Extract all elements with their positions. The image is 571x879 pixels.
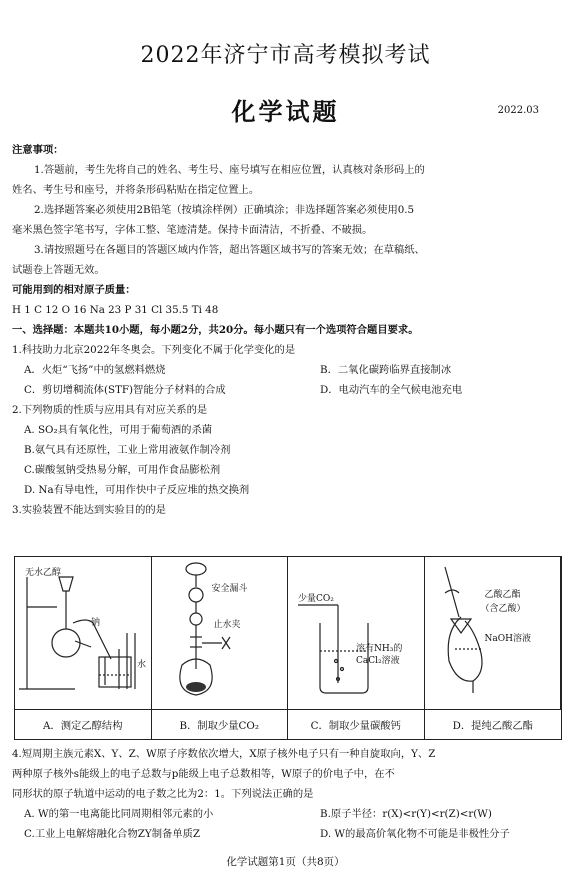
caption-d: D．提纯乙酸乙酯 [425,709,562,739]
panel-c-apparatus [288,557,425,709]
q4-stem-line-2: 两种原子核外s能级上的电子总数与p能级上电子总数相等，W原子的价电子中，在不 [12,768,395,780]
q1-options-row1 [12,360,560,380]
q2-option-c: C.碳酸氢钠受热易分解，可用作食品膨松剂 [24,464,221,476]
label-ethyl-acetate: 乙酸乙酯 [484,590,521,600]
notes-line-6: 试题卷上答题无效。 [12,264,105,276]
label-co2-gas: 少量CO₂ [298,594,334,604]
atomic-mass-values: H 1 C 12 O 16 Na 23 P 31 Cl 35.5 Ti 48 [12,304,219,316]
q2-option-a: A. SO₂具有氧化性，可用于葡萄酒的杀菌 [24,424,213,436]
q4-option-a: A. W的第一电离能比同周期相邻元素的小 [24,808,214,820]
q3-stem: 3.实验装置不能达到实验目的的是 [12,504,166,516]
q1-option-b: B．二氧化碳跨临界直接制冰 [320,364,452,376]
panel-a-apparatus [15,557,152,709]
notes-line-5: 3.请按照题号在各题目的答题区域内作答，超出答题区域书写的答案无效；在草稿纸、 [34,244,425,256]
q2-stem: 2.下列物质的性质与应用具有对应关系的是 [12,404,208,416]
page-footer: 化学试题第1页（共8页） [226,856,345,868]
caption-b: B．制取少量CO₂ [152,709,289,739]
q1-option-a: A．火炬“飞扬”中的氢燃料燃烧 [24,364,166,376]
q4-option-c: C.工业上电解熔融化合物ZY制备单质Z [24,828,201,840]
caption-a: A．测定乙醇结构 [15,709,152,739]
q1-options-row2 [12,380,560,400]
label-water: 水 [137,660,147,670]
notes-line-3: 2.选择题答案必须使用2B铅笔（按填涂样例）正确填涂；非选择题答案必须使用0.5 [34,204,415,216]
q1-option-d: D．电动汽车的全气候电池充电 [320,384,463,396]
label-cacl2-solution: CaCl₂溶液 [356,656,400,666]
label-sodium: 钠 [91,618,101,628]
content-section [12,140,560,520]
q4-stem-line-3: 同形状的原子轨道中运动的电子数之比为2：1。下列说法正确的是 [12,788,314,800]
label-contains-acetic-acid: （含乙酸） [480,604,526,614]
notes-line-1: 1.答题前，考生先将自己的姓名、考生号、座号填写在相应位置，认真核对条形码上的 [34,164,425,176]
panel-b-drawing [152,557,288,709]
q4-options-row1 [12,804,560,824]
exam-title: 2022年济宁市高考模拟考试 [140,43,431,68]
label-stop-clamp: 止水夹 [213,620,241,630]
q2-option-d: D. Na有导电性，可用作快中子反应堆的热交换剂 [24,484,250,496]
q4-options-row2 [12,824,560,844]
q4-option-d: D. W的最高价氧化物不可能是非极性分子 [320,828,510,840]
notes-heading: 注意事项： [12,144,64,156]
label-nh3-solution: 溶有NH₃的 [356,644,403,654]
q4-option-b: B.原子半径：r(X)<r(Y)<r(Z)<r(W) [320,808,492,820]
q4-block [12,744,560,844]
atomic-mass-heading: 可能用到的相对原子质量： [12,284,136,296]
panel-d-apparatus [425,557,562,709]
experiment-table [14,556,562,740]
panel-c-drawing [288,557,424,709]
notes-line-2: 姓名、考生号和座号，并将条形码粘贴在指定位置上。 [12,184,260,196]
label-safety-funnel: 安全漏斗 [211,584,248,594]
caption-c: C．制取少量碳酸钙 [288,709,425,739]
q1-option-c: C．剪切增稠流体(STF)智能分子材料的合成 [24,384,226,396]
panel-b-apparatus [152,557,289,709]
panel-a-drawing [15,557,151,709]
label-naoh-solution: NaOH溶液 [484,634,531,644]
section1-heading: 一、选择题：本题共10小题，每小题2分，共20分。每小题只有一个选项符合题目要求。 [12,324,419,336]
q2-option-b: B.氨气具有还原性，工业上常用液氨作制冷剂 [24,444,231,456]
subject-title: 化学试题 [231,97,340,126]
label-anhydrous-ethanol: 无水乙醇 [25,568,62,578]
q4-stem-line-1: 4.短周期主族元素X、Y、Z、W原子序数依次增大，X原子核外电子只有一种自旋取向，Y、Z [12,748,436,760]
q1-stem: 1.科技助力北京2022年冬奥会。下列变化不属于化学变化的是 [12,344,296,356]
notes-line-4: 毫米黑色签字笔书写，字体工整、笔迹清楚。保持卡面清洁，不折叠、不破损。 [12,224,373,236]
exam-date: 2022.03 [497,105,539,116]
